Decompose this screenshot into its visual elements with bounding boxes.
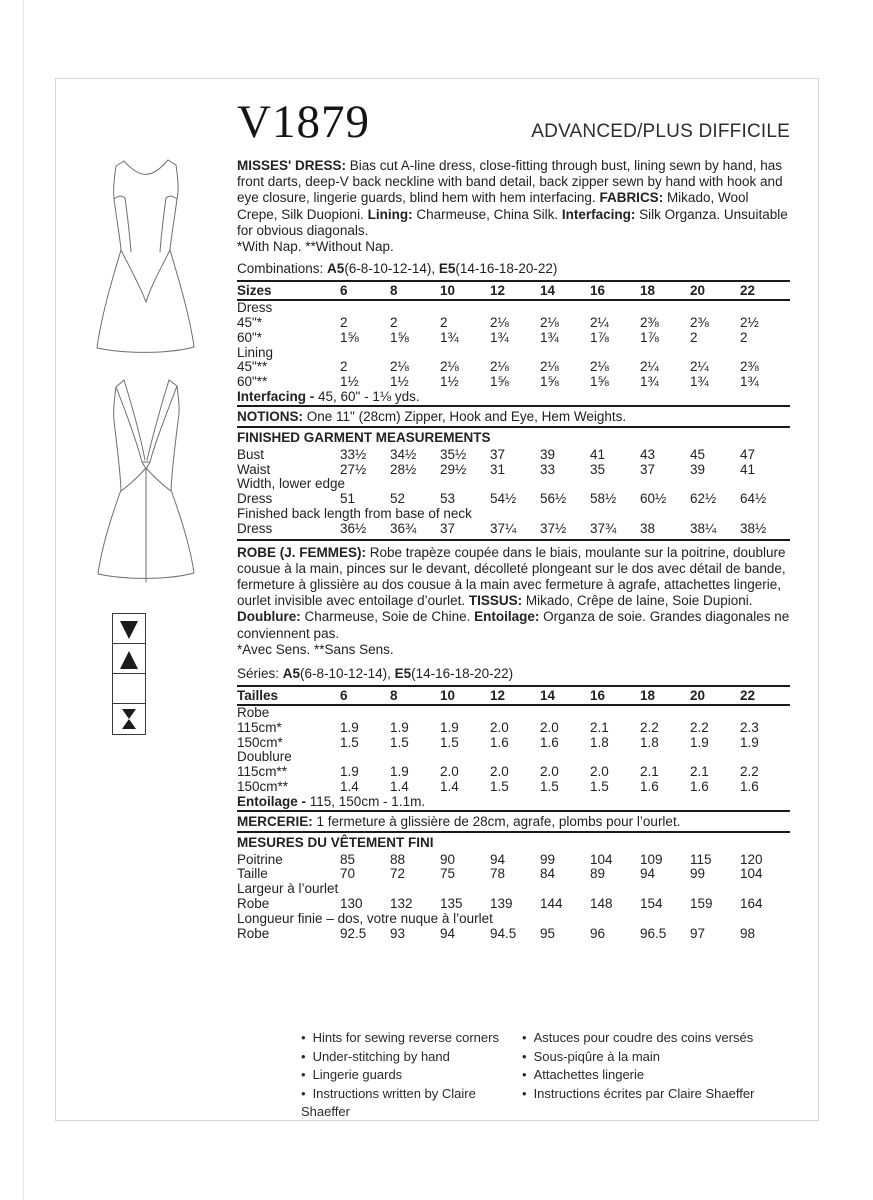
- hourglass-icon: [122, 709, 136, 729]
- table-row: Robe 130 132 135 139 144 148 154 159 164: [237, 895, 763, 911]
- bullet-item: • Instructions written by Claire Shaeffer: [301, 1085, 476, 1120]
- nap-note-french: *Avec Sens. **Sans Sens.: [237, 641, 394, 657]
- finished-garment-table-english: [237, 448, 790, 537]
- triangle-up-icon: [120, 651, 138, 669]
- bullet-item: • Hints for sewing reverse corners: [301, 1030, 499, 1046]
- finished-garment-heading-french: MESURES DU VÊTEMENT FINI: [237, 834, 434, 850]
- pattern-number: V1879: [237, 96, 370, 148]
- mercerie-line: MERCERIE: 1 fermeture à glissière de 28cm, agrafe, plombs pour l’ourlet.: [237, 812, 790, 833]
- finished-garment-table-french: [237, 853, 790, 942]
- series-line: Séries: A5(6-8-10-12-14), E5(14-16-18-20-22): [237, 666, 514, 681]
- table-row: Robe 92.5 93 94 94.5 95 96 96.5 97 98: [237, 925, 756, 941]
- table-row: Longueur finie – dos, votre nuque à l’ourlet: [237, 910, 493, 926]
- notions-line: NOTIONS: One 11" (28cm) Zipper, Hook and Eye, Hem Weights.: [237, 407, 790, 428]
- bullet-icon: •: [522, 1067, 527, 1083]
- table-row: Taille 70 72 75 78 84 89 94 99 104: [237, 866, 763, 882]
- table-header-row: Tailles 6 8 10 12 14 16 18 20 22: [237, 686, 790, 705]
- bullet-icon: •: [301, 1030, 306, 1046]
- dress-front-illustration-icon: [84, 149, 208, 365]
- table-row: 115cm** 1.9 1.9 2.0 2.0 2.0 2.0 2.1 2.1 2.2: [237, 764, 759, 780]
- table-row: Robe: [237, 705, 270, 720]
- bullet-icon: •: [522, 1048, 527, 1064]
- description-french: ROBE (J. FEMMES): Robe trapèze coupée dans le biais, moulante sur la poitrine, doublure cousue à la main, pinces sur le devant, décolleté plongeant sur le dos avec détail de bande, fermeture à glissière au dos cousue à la main avec fermeture à agrafe, attachettes lingerie, ourlet invisible avec entoilage d’ourlet. TISSUS: Mikado, Crêpe de laine, Soie Dupioni. Doublure: Charmeuse, Soie de Chine. Entoilage: Organza de soie. Grandes diagonales ne conviennent pas.: [237, 539, 790, 642]
- triangle-down-icon: [120, 621, 138, 639]
- table-row: 60"* 1⅝ 1⅝ 1¾ 1¾ 1¾ 1⅞ 1⅞ 2 2: [237, 329, 748, 345]
- finished-garment-heading-english: FINISHED GARMENT MEASUREMENTS: [237, 429, 491, 445]
- bullet-icon: •: [301, 1085, 306, 1101]
- bullet-icon: •: [522, 1085, 527, 1101]
- yardage-table-french: [237, 685, 790, 812]
- bullet-icon: •: [522, 1030, 527, 1046]
- table-row: Finished back length from base of neck: [237, 505, 472, 521]
- page-edge-line: [23, 0, 24, 1200]
- nap-note-english: *With Nap. **Without Nap.: [237, 239, 394, 255]
- table-row: Interfacing - 45, 60" - 1⅛ yds.: [237, 389, 420, 404]
- bullet-item: • Instructions écrites par Claire Shaeffer: [522, 1085, 755, 1101]
- pattern-sheet: [55, 78, 819, 1121]
- table-row: Width, lower edge: [237, 476, 346, 492]
- table-row: Lining: [237, 344, 274, 360]
- table-row: 150cm** 1.4 1.4 1.4 1.5 1.5 1.5 1.6 1.6 1.6: [237, 778, 759, 794]
- difficulty-level: ADVANCED/PLUS DIFFICILE: [531, 121, 790, 142]
- table-row: Waist 27½ 28½ 29½ 31 33 35 37 39 41: [237, 461, 756, 477]
- header-row: [237, 96, 790, 148]
- table-row: Largeur à l’ourlet: [237, 881, 339, 897]
- table-row: 115cm* 1.9 1.9 1.9 2.0 2.0 2.1 2.2 2.2 2.3: [237, 719, 759, 735]
- bullet-item: • Astuces pour coudre des coins versés: [522, 1030, 754, 1046]
- bullet-icon: •: [301, 1067, 306, 1083]
- bullet-icon: •: [301, 1048, 306, 1064]
- dress-back-line-art: [84, 371, 208, 593]
- bullet-item: • Sous-piqûre à la main: [522, 1048, 661, 1064]
- bullet-item: • Under-stitching by hand: [301, 1048, 450, 1064]
- table-row: 45"** 2 2⅛ 2⅛ 2⅛ 2⅛ 2⅛ 2¼ 2¼ 2⅜: [237, 359, 759, 375]
- combinations-line: Combinations: A5(6-8-10-12-14), E5(14-16-18-20-22): [237, 261, 558, 277]
- nap-symbols-icon: [112, 613, 146, 735]
- dress-front-line-art: [84, 149, 208, 365]
- content-column: [237, 79, 790, 1122]
- yardage-table-english: [237, 280, 790, 407]
- table-row: Dress 36½ 36¾ 37 37¼ 37½ 37¾ 38 38¼ 38½: [237, 520, 767, 536]
- table-row: Doublure: [237, 749, 292, 765]
- table-row: Dress: [237, 300, 273, 316]
- feature-bullets-french: [522, 1029, 790, 1122]
- feature-bullets-english: [237, 1029, 522, 1122]
- table-row: Entoilage - 115, 150cm - 1.1m.: [237, 793, 426, 809]
- table-row: 150cm* 1.5 1.5 1.5 1.6 1.6 1.8 1.8 1.9 1.9: [237, 734, 759, 750]
- table-row: Poitrine 85 88 90 94 99 104 109 115 120: [237, 851, 763, 867]
- nap-box-3: [113, 674, 146, 704]
- nap-symbols: [112, 613, 146, 735]
- description-english: MISSES' DRESS: Bias cut A-line dress, close-fitting through bust, lining sewn by hand, has front darts, deep-V back neckline with band detail, back zipper sewn by hand with hook and eye closure, lingerie guards, blind hem with hem interfacing. FABRICS: Mikado, Wool Crepe, Silk Duopioni. Lining: Charmeuse, China Silk. Interfacing: Silk Organza. Unsuitable for obvious diagonals.: [237, 158, 788, 238]
- table-row: 60"** 1½ 1½ 1½ 1⅝ 1⅝ 1⅝ 1¾ 1¾ 1¾: [237, 374, 759, 390]
- bullet-item: • Lingerie guards: [301, 1067, 403, 1083]
- table-row: Bust 33½ 34½ 35½ 37 39 41 43 45 47: [237, 446, 756, 462]
- table-header-row: Sizes 6 8 10 12 14 16 18 20 22: [237, 281, 790, 300]
- feature-bullets: [237, 1029, 790, 1122]
- dress-back-illustration-icon: [84, 371, 208, 593]
- table-row: 45"* 2 2 2 2⅛ 2⅛ 2¼ 2⅜ 2⅜ 2½: [237, 315, 759, 331]
- bullet-item: • Attachettes lingerie: [522, 1067, 645, 1083]
- table-row: Dress 51 52 53 54½ 56½ 58½ 60½ 62½ 64½: [237, 491, 767, 507]
